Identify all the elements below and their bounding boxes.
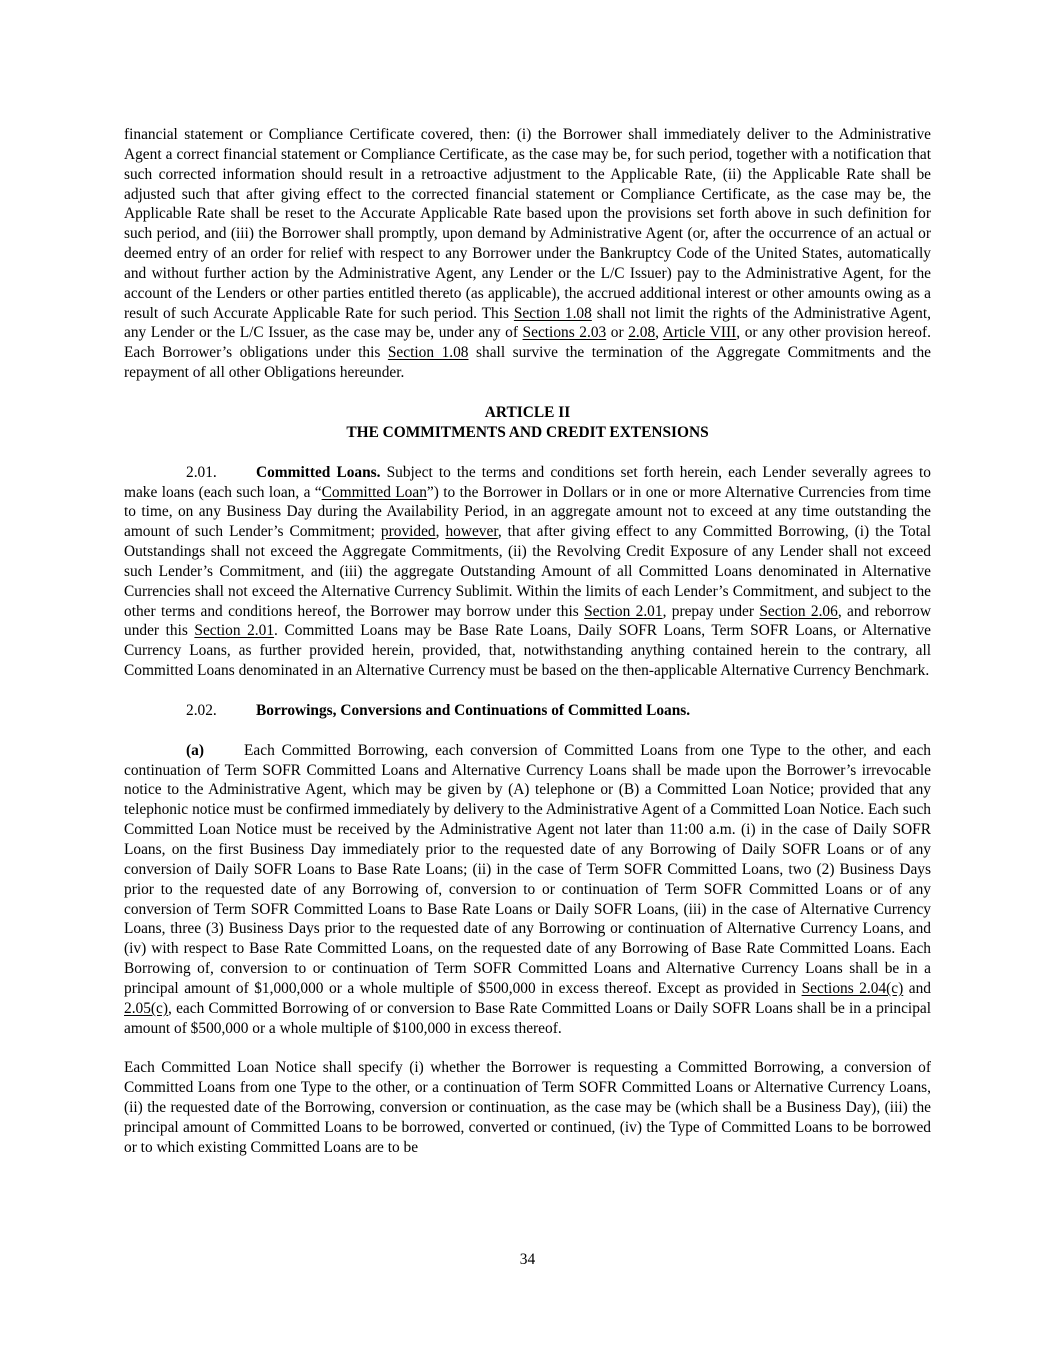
text-run: , (655, 324, 663, 342)
spacer (124, 1038, 931, 1058)
page-number: 34 (519, 1251, 536, 1268)
article-title: THE COMMITMENTS AND CREDIT EXTENSIONS (346, 423, 709, 441)
notice-paragraph (124, 1058, 931, 1157)
text-run: shall survive the termination of the Aggregate Commitments and the repayment of all other Obligations hereunder. (124, 344, 931, 382)
spacer (124, 681, 931, 701)
cross-reference-link: Sections 2.03 (522, 324, 607, 342)
text-run: Each Committed Borrowing, each conversion of Committed Loans from one Type to the other, and each continuation of Term SOFR Committed Loans and Alternative Currency Loans shall be made upon the Borrower’s irrevocable notice to the Administrative Agent, which may be given by (A) telephone or (B) a Committed Loan Notice; provided that any telephonic notice must be confirmed immediately by delivery to the Administrative Agent of a Committed Loan Notice. Each such Committed Loan Notice must be received by the Administrative Agent not later than 11:00 a.m. (i) in the case of Daily SOFR Loans, on the first Business Day immediately prior to the requested date of any Borrowing of Daily SOFR Loans or of any conversion of Daily SOFR Loans to Base Rate Loans; (ii) in the case of Term SOFR Committed Loans, two (2) Business Days prior to the requested date of any Borrowing of, conversion to or continuation of Term SOFR Committed Loans or of any conversion of Term SOFR Committed Loans to Base Rate Loans or Daily SOFR Loans, (iii) in the case of Alternative Currency Loans, three (3) Business Days prior to the requested date of any Borrowing or continuation of Alternative Currency Loans, and (iv) with respect to Base Rate Committed Loans, on the requested date of any Borrowing of Base Rate Committed Loans. Each Borrowing of, conversion to or continuation of Term SOFR Committed Loans and Alternative Currency Loans shall be in a principal amount of $1,000,000 or a whole multiple of $500,000 in excess thereof. Except as provided in (124, 741, 931, 997)
spacer (124, 383, 931, 403)
emphasis-term: however (445, 523, 498, 541)
cross-reference-link: Section 2.06 (759, 602, 838, 620)
text-run: financial statement or Compliance Certificate covered, then: (i) the Borrower shall immediately deliver to the Administrative Agent a correct financial statement or Compliance Certificate, as the case may be, for such period, together with a notification that such corrected information should result in a retroactive adjustment to the Applicable Rate, (ii) the Applicable Rate shall be adjusted such that after giving effect to the corrected financial statement or Compliance Certificate, as the case may be, the Applicable Rate shall be reset to the Accurate Applicable Rate based upon the provisions set forth above in such definition for such period, and (iii) the Borrower shall promptly, upon demand by Administrative Agent (or, after the occurrence of an actual or deemed entry of an order for relief with respect to any Borrower under the Bankruptcy Code of the United States, automatically and without further action by the Administrative Agent, any Lender or the L/C Issuer) pay to the Administrative Agent, for the account of the Lenders or other parties entitled thereto (as applicable), the accrued additional interest or other amounts owing as a result of such Accurate Applicable Rate for such period. This (124, 126, 931, 322)
cross-reference-link: Section 1.08 (513, 304, 592, 322)
cross-reference-link: 2.08 (628, 324, 656, 342)
text-run: ”) to the Borrower in Dollars or in one or more Alternative Currencies from time to time, on any Business Day during the Availability Period, in an aggregate amount not to exceed at any time outstanding the amount of such Lender’s Commitment; (124, 483, 931, 541)
section-2-02-heading (124, 701, 931, 721)
text-run: and (903, 979, 931, 997)
spacer (124, 443, 931, 463)
section-number: 2.01. (186, 463, 217, 481)
text-run: , or any other provision hereof. Each Borrower’s obligations under this (124, 324, 931, 362)
text-run: , that after giving effect to any Committed Borrowing, (i) the Total Outstandings shall not exceed the Aggregate Commitments, (ii) the Revolving Credit Exposure of any Lender shall not exceed such Lender’s Commitment, and (iii) the aggregate Outstanding Amount of all Committed Loans denominated in Alternative Currencies shall not exceed the Alternative Currency Sublimit. Within the limits of each Lender’s Commitment, and subject to the other terms and conditions hereof, the Borrower may borrow under this (124, 523, 931, 620)
defined-term: Committed Loan (321, 483, 427, 501)
text-run: or (606, 324, 629, 342)
text-run: shall not limit the rights of the Administrative Agent, any Lender or the L/C Issuer, as the case may be, under any of (124, 304, 932, 342)
subsection-label: (a) (186, 741, 204, 759)
section-number: 2.02. (186, 701, 217, 719)
cross-reference-link: Article VIII (662, 324, 737, 342)
cross-reference-link: Sections 2.04(c) (801, 979, 904, 997)
text-run: , (435, 523, 446, 541)
text-run: Subject to the terms and conditions set forth herein, each Lender severally agrees to make loans (each such loan, a “ (124, 463, 931, 501)
text-run: , and reborrow under this (124, 602, 931, 640)
continuation-paragraph (124, 125, 931, 383)
cross-reference-link: Section 2.01 (584, 602, 663, 620)
section-title: Borrowings, Conversions and Continuations of Committed Loans. (256, 701, 691, 719)
cross-reference-link: 2.05(c) (124, 999, 169, 1017)
spacer (124, 721, 931, 741)
section-2-01-paragraph (124, 463, 931, 681)
text-run: , prepay under (662, 602, 760, 620)
cross-reference-link: Section 1.08 (387, 344, 469, 362)
text-run: , each Committed Borrowing of or conversion to Base Rate Committed Loans or Daily SOFR Loans shall be in a principal amount of $500,000 or a whole multiple of $100,000 in excess thereof. (124, 999, 931, 1037)
text-run: . Committed Loans may be Base Rate Loans, Daily SOFR Loans, Term SOFR Loans, or Alternative Currency Loans, as further provided herein, provided, that, notwithstanding anything contained herein to the contrary, all Committed Loans denominated in an Alternative Currency must be based on the then-applicable Alternative Currency Benchmark. (124, 622, 931, 680)
section-title: Committed Loans. (256, 463, 381, 481)
document-body (124, 125, 931, 1158)
cross-reference-link: Section 2.01 (194, 622, 275, 640)
subsection-a-paragraph (124, 741, 931, 1039)
article-number: ARTICLE II (484, 403, 571, 421)
emphasis-term: provided (380, 523, 436, 541)
text-run: Each Committed Loan Notice shall specify (i) whether the Borrower is requesting a Committed Borrowing, a conversion of Committed Loans from one Type to the other, or a continuation of Term SOFR Committed Loans or Alternative Currency Loans, (ii) the requested date of the Borrowing, conversion or continuation, as the case may be (which shall be a Business Day), (iii) the principal amount of Committed Loans to be borrowed, converted or continued, (iv) the Type of Committed Loans to be borrowed or to which existing Committed Loans are to be (124, 1059, 931, 1156)
